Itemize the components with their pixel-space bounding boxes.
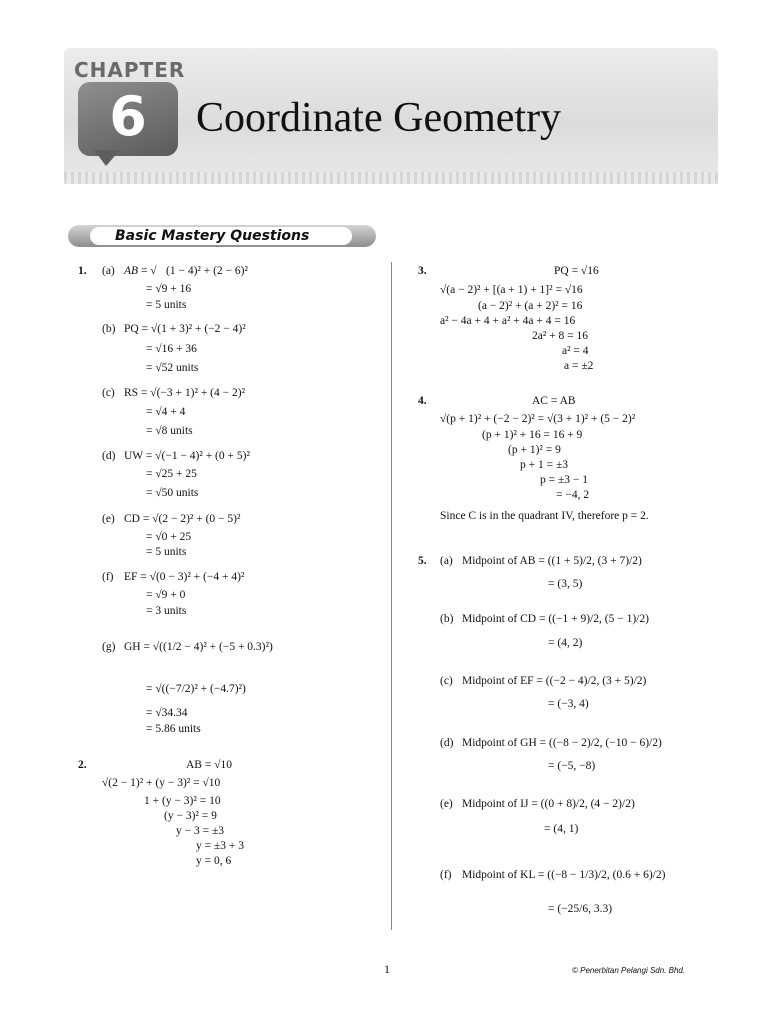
working-line: RS = √(−3 + 1)² + (4 − 2)² xyxy=(124,387,246,399)
working-line: = (−5, −8) xyxy=(548,760,596,772)
working-line: Midpoint of GH = ((−8 − 2)/2, (−10 − 6)/2) xyxy=(462,737,662,749)
part-label: (b) xyxy=(102,323,116,335)
column-divider xyxy=(391,262,392,930)
question-number: 2. xyxy=(78,759,87,771)
working-line: = (4, 1) xyxy=(544,823,579,835)
working-line: Since C is in the quadrant IV, therefore p = 2. xyxy=(440,510,649,522)
working-line: p = ±3 − 1 xyxy=(540,474,589,486)
working-line: y = 0, 6 xyxy=(196,855,232,867)
working-line: (p + 1)² = 9 xyxy=(508,444,561,456)
part-label: (g) xyxy=(102,641,116,653)
working-line: = (−3, 4) xyxy=(548,698,589,710)
working-line: = √34.34 xyxy=(146,707,188,719)
part-label: (a) xyxy=(440,555,453,567)
working-line: = √4 + 4 xyxy=(146,406,186,418)
working-line: = √8 units xyxy=(146,425,193,437)
working-line: PQ = √16 xyxy=(554,265,599,277)
working-line: AC = AB xyxy=(532,395,576,407)
working-line: Midpoint of KL = ((−8 − 1/3)/2, (0.6 + 6)/2) xyxy=(462,869,666,881)
working-line: Midpoint of EF = ((−2 − 4)/2, (3 + 5)/2) xyxy=(462,675,647,687)
working-line: y = ±3 + 3 xyxy=(196,840,245,852)
working-line: = −4, 2 xyxy=(556,489,590,501)
question-number: 1. xyxy=(78,265,87,277)
working-line: PQ = √(1 + 3)² + (−2 − 4)² xyxy=(124,323,246,335)
part-label: (f) xyxy=(102,571,114,583)
question-number: 4. xyxy=(418,395,427,407)
copyright-text: © Penerbitan Pelangi Sdn. Bhd. xyxy=(572,966,686,975)
working-line: UW = √(−1 − 4)² + (0 + 5)² xyxy=(124,450,250,462)
chapter-title: Coordinate Geometry xyxy=(196,95,562,141)
working-line: p + 1 = ±3 xyxy=(520,459,569,471)
line-ab-label: AB = √ xyxy=(124,265,157,277)
working-line: AB = √10 xyxy=(186,759,233,771)
question-number: 5. xyxy=(418,555,427,567)
part-label: (d) xyxy=(102,450,116,462)
working-line: y − 3 = ±3 xyxy=(176,825,225,837)
working-line: = √((−7/2)² + (−4.7)²) xyxy=(146,683,246,695)
working-line: = (3, 5) xyxy=(548,578,583,590)
part-label: (c) xyxy=(440,675,453,687)
chapter-number: 6 xyxy=(109,85,147,148)
question-number: 3. xyxy=(418,265,427,277)
working-line: EF = √(0 − 3)² + (−4 + 4)² xyxy=(124,571,245,583)
working-line: (p + 1)² + 16 = 16 + 9 xyxy=(482,429,583,441)
working-line: (a − 2)² + (a + 2)² = 16 xyxy=(478,300,583,312)
working-line: (y − 3)² = 9 xyxy=(164,810,217,822)
part-label: (e) xyxy=(102,513,115,525)
working-line: = √25 + 25 xyxy=(146,468,197,480)
working-line: = (4, 2) xyxy=(548,637,583,649)
working-line: Midpoint of AB = ((1 + 5)/2, (3 + 7)/2) xyxy=(462,555,642,567)
part-label: (e) xyxy=(440,798,453,810)
working-line: = 5 units xyxy=(146,299,187,311)
working-line: = √9 + 16 xyxy=(146,283,192,295)
working-line: = √52 units xyxy=(146,362,199,374)
working-line: = 5.86 units xyxy=(146,723,201,735)
working-line: GH = √((1/2 − 4)² + (−5 + 0.3)²) xyxy=(124,641,273,653)
chapter-word: CHAPTER xyxy=(74,58,186,82)
working-line: a² − 4a + 4 + a² + 4a + 4 = 16 xyxy=(440,315,576,327)
part-label: (d) xyxy=(440,737,454,749)
part-label: (c) xyxy=(102,387,115,399)
section-title: Basic Mastery Questions xyxy=(115,228,310,244)
working-line: 2a² + 8 = 16 xyxy=(532,330,589,342)
working-line: (1 − 4)² + (2 − 6)² xyxy=(166,265,248,277)
working-line: a² = 4 xyxy=(562,345,589,357)
working-line: = √9 + 0 xyxy=(146,589,186,601)
working-line: CD = √(2 − 2)² + (0 − 5)² xyxy=(124,513,241,525)
working-line: = (−25/6, 3.3) xyxy=(548,903,613,915)
working-line: = 5 units xyxy=(146,546,187,558)
working-line: a = ±2 xyxy=(564,360,594,372)
part-label: (f) xyxy=(440,869,452,881)
working-line: Midpoint of CD = ((−1 + 9)/2, (5 − 1)/2) xyxy=(462,613,649,625)
working-line: = 3 units xyxy=(146,605,187,617)
working-line: √(p + 1)² + (−2 − 2)² = √(3 + 1)² + (5 − 2)² xyxy=(440,413,636,425)
working-line: = √0 + 25 xyxy=(146,531,192,543)
part-label: (a) xyxy=(102,265,115,277)
part-label: (b) xyxy=(440,613,454,625)
working-line: Midpoint of IJ = ((0 + 8)/2, (4 − 2)/2) xyxy=(462,798,635,810)
working-line: √(2 − 1)² + (y − 3)² = √10 xyxy=(102,777,221,789)
working-line: = √16 + 36 xyxy=(146,343,197,355)
working-line: √(a − 2)² + [(a + 1) + 1]² = √16 xyxy=(440,284,583,296)
working-line: = √50 units xyxy=(146,487,199,499)
page-number: 1 xyxy=(384,962,390,976)
working-line: 1 + (y − 3)² = 10 xyxy=(144,795,221,807)
